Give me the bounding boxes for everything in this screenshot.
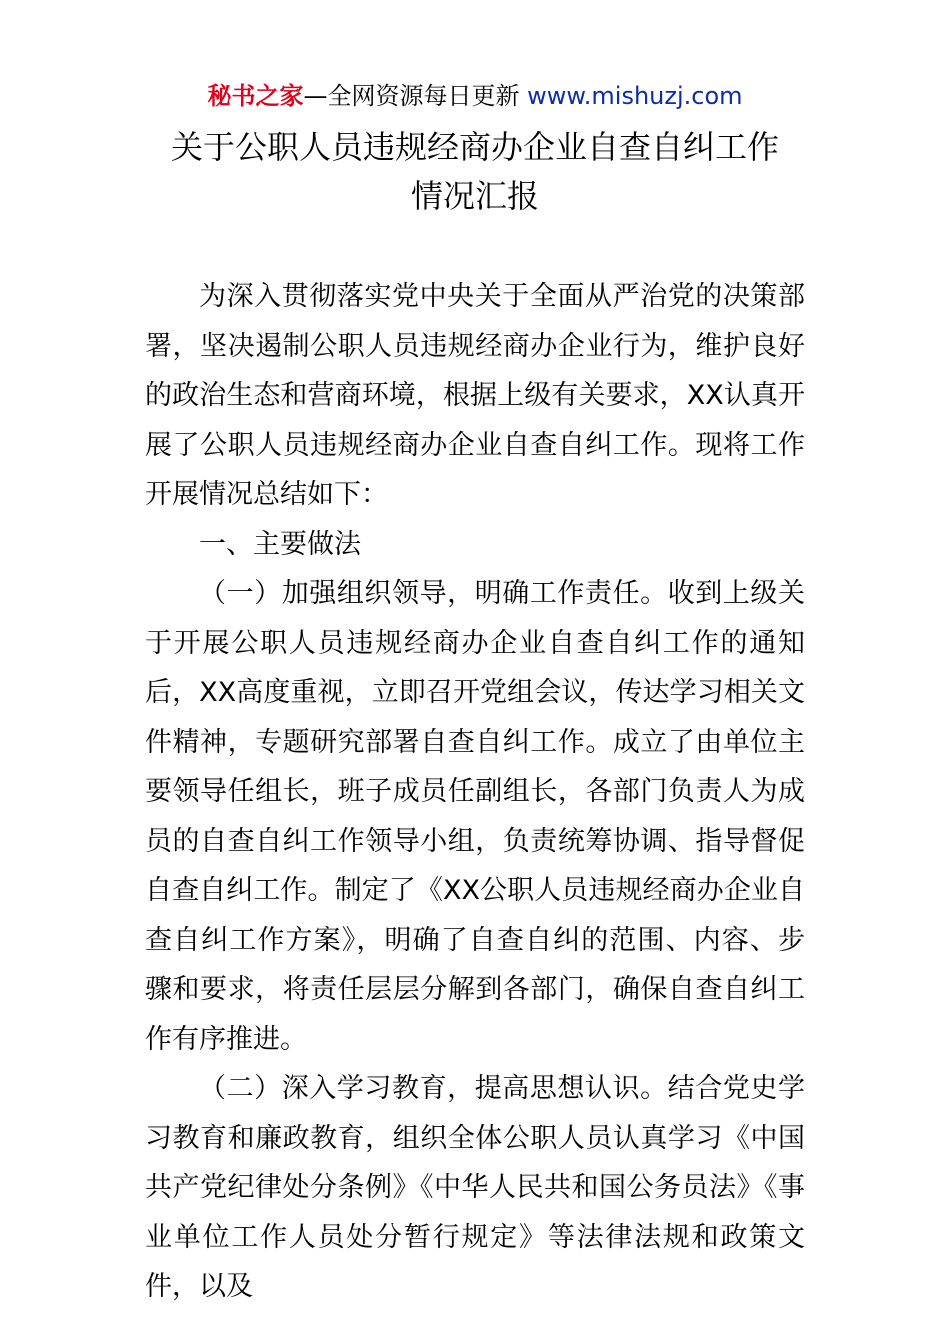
paragraph-item-1: （一）加强组织领导，明确工作责任。收到上级关于开展公职人员违规经商办企业自查自纠工作的通知后，XX高度重视，立即召开党组会议，传达学习相关文件精神，专题研究部署自查自纠工作。成立了由单位主要领导任组长，班子成员任副组长，各部门负责人为成员的自查自纠工作领导小组，负责统筹协调、指导督促自查自纠工作。制定了《XX公职人员违规经商办企业自查自纠工作方案》，明确了自查自纠的范围、内容、步骤和要求，将责任层层分解到各部门，确保自查自纠工作有序推进。 — [145, 578, 805, 1055]
document-title-line-2: 情况汇报 — [410, 177, 539, 215]
section-heading-main-practices: 一、主要做法 — [199, 528, 361, 560]
banner-tagline: —全网资源每日更新 — [303, 82, 520, 110]
intro-paragraph: 为深入贯彻落实党中央关于全面从严治党的决策部署，坚决遏制公职人员违规经商办企业行为，维护良好的政治生态和营商环境，根据上级有关要求，XX认真开展了公职人员违规经商办企业自查自纠工作。现将工作开展情况总结如下： — [145, 281, 805, 510]
site-banner — [0, 80, 950, 112]
site-url[interactable]: www.mishuzj.com — [519, 82, 743, 110]
document-title-line-1: 关于公职人员违规经商办企业自查自纠工作 — [170, 128, 779, 166]
document-body — [145, 272, 805, 1312]
brand-name: 秘书之家 — [207, 82, 304, 110]
paragraph-item-2: （二）深入学习教育，提高思想认识。结合党史学习教育和廉政教育，组织全体公职人员认真学习《中国共产党纪律处分条例》《中华人民共和国公务员法》《事业单位工作人员处分暂行规定》等法律法规和政策文件，以及 — [145, 1073, 805, 1302]
